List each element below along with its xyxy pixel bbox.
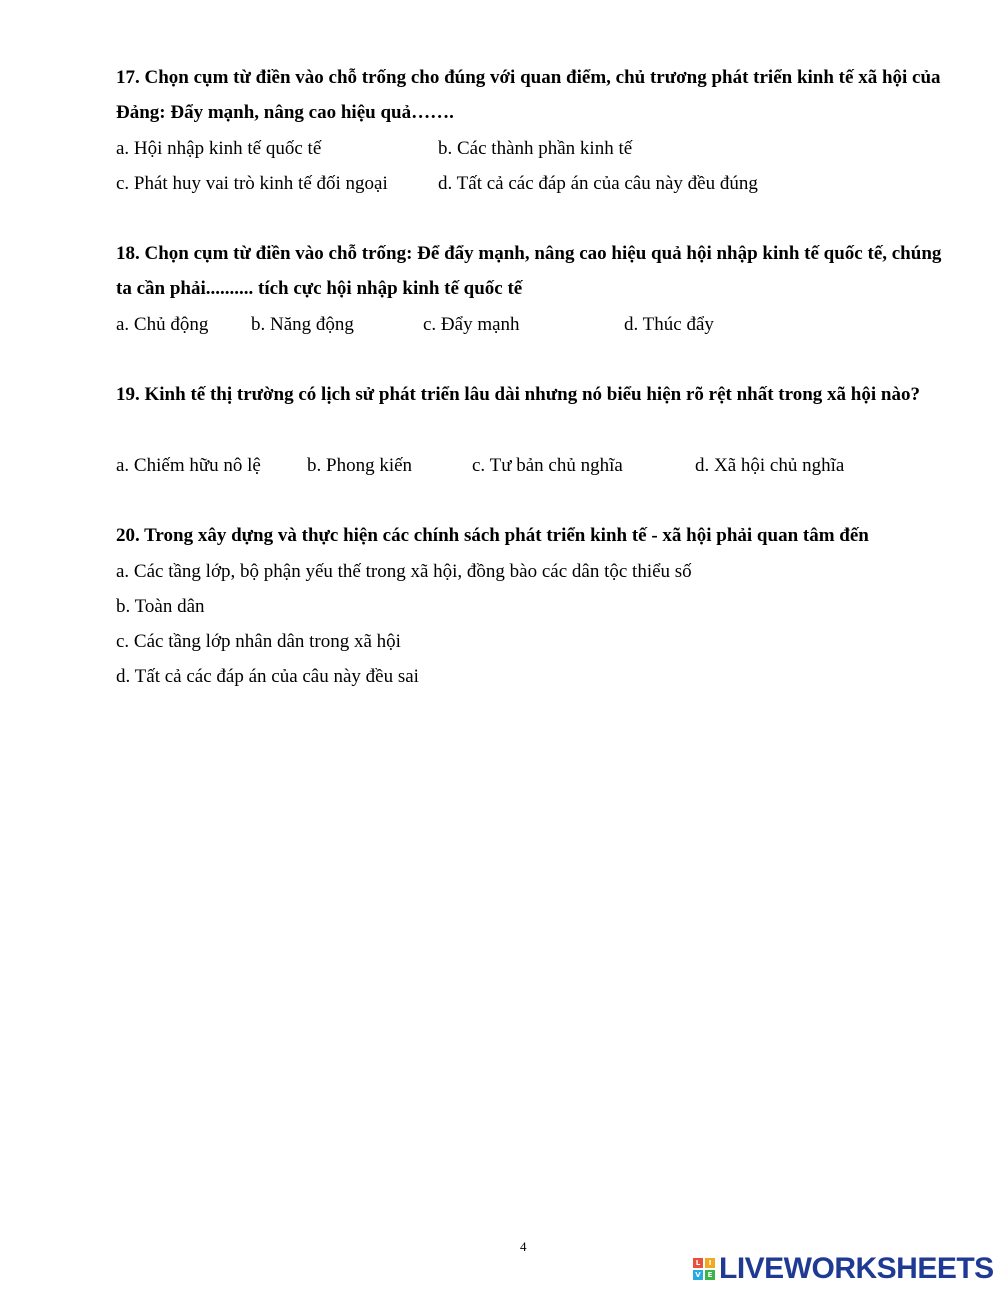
logo-tile: I [705, 1258, 715, 1268]
option-c: c. Phát huy vai trò kinh tế đối ngoại [116, 173, 388, 194]
option-b: b. Các thành phần kinh tế [438, 138, 633, 159]
logo-tile: L [693, 1258, 703, 1268]
liveworksheets-logo [693, 1253, 994, 1285]
option-c: c. Đẩy mạnh [423, 314, 520, 335]
logo-mark-icon [693, 1258, 715, 1280]
option-a: a. Hội nhập kinh tế quốc tế [116, 138, 322, 159]
page-number: 4 [520, 1239, 527, 1254]
option-b: b. Năng động [251, 314, 354, 335]
option-b: b. Phong kiến [307, 455, 413, 476]
question-title: 18. Chọn cụm từ điền vào chỗ trống: Để đẩy mạnh, nâng cao hiệu quả hội nhập kinh tế quốc tế, chúng ta cần phải.......... tích cực hội nhập kinh tế quốc tế [116, 243, 942, 299]
option-c: c. Tư bản chủ nghĩa [472, 455, 623, 476]
option-d: d. Thúc đẩy [624, 314, 714, 335]
option-a: a. Chủ động [116, 314, 209, 335]
question-title: 17. Chọn cụm từ điền vào chỗ trống cho đúng với quan điểm, chủ trương phát triển kinh tế xã hội của Đảng: Đẩy mạnh, nâng cao hiệu quả……. [116, 67, 941, 123]
logo-tile: V [693, 1270, 703, 1280]
option-b: b. Toàn dân [116, 596, 205, 617]
option-d: d. Xã hội chủ nghĩa [695, 455, 845, 476]
option-c: c. Các tầng lớp nhân dân trong xã hội [116, 631, 401, 652]
option-a: a. Chiếm hữu nô lệ [116, 455, 261, 476]
option-a: a. Các tầng lớp, bộ phận yếu thế trong xã hội, đồng bào các dân tộc thiểu số [116, 561, 692, 582]
question-title: 19. Kinh tế thị trường có lịch sử phát triển lâu dài nhưng nó biểu hiện rõ rệt nhất trong xã hội nào? [116, 384, 920, 405]
option-d: d. Tất cả các đáp án của câu này đều sai [116, 666, 419, 687]
question-title: 20. Trong xây dựng và thực hiện các chính sách phát triển kinh tế - xã hội phải quan tâm đến [116, 525, 869, 546]
option-d: d. Tất cả các đáp án của câu này đều đúng [438, 173, 758, 194]
logo-tile: E [705, 1270, 715, 1280]
brand-name: LIVEWORKSHEETS [719, 1252, 994, 1285]
